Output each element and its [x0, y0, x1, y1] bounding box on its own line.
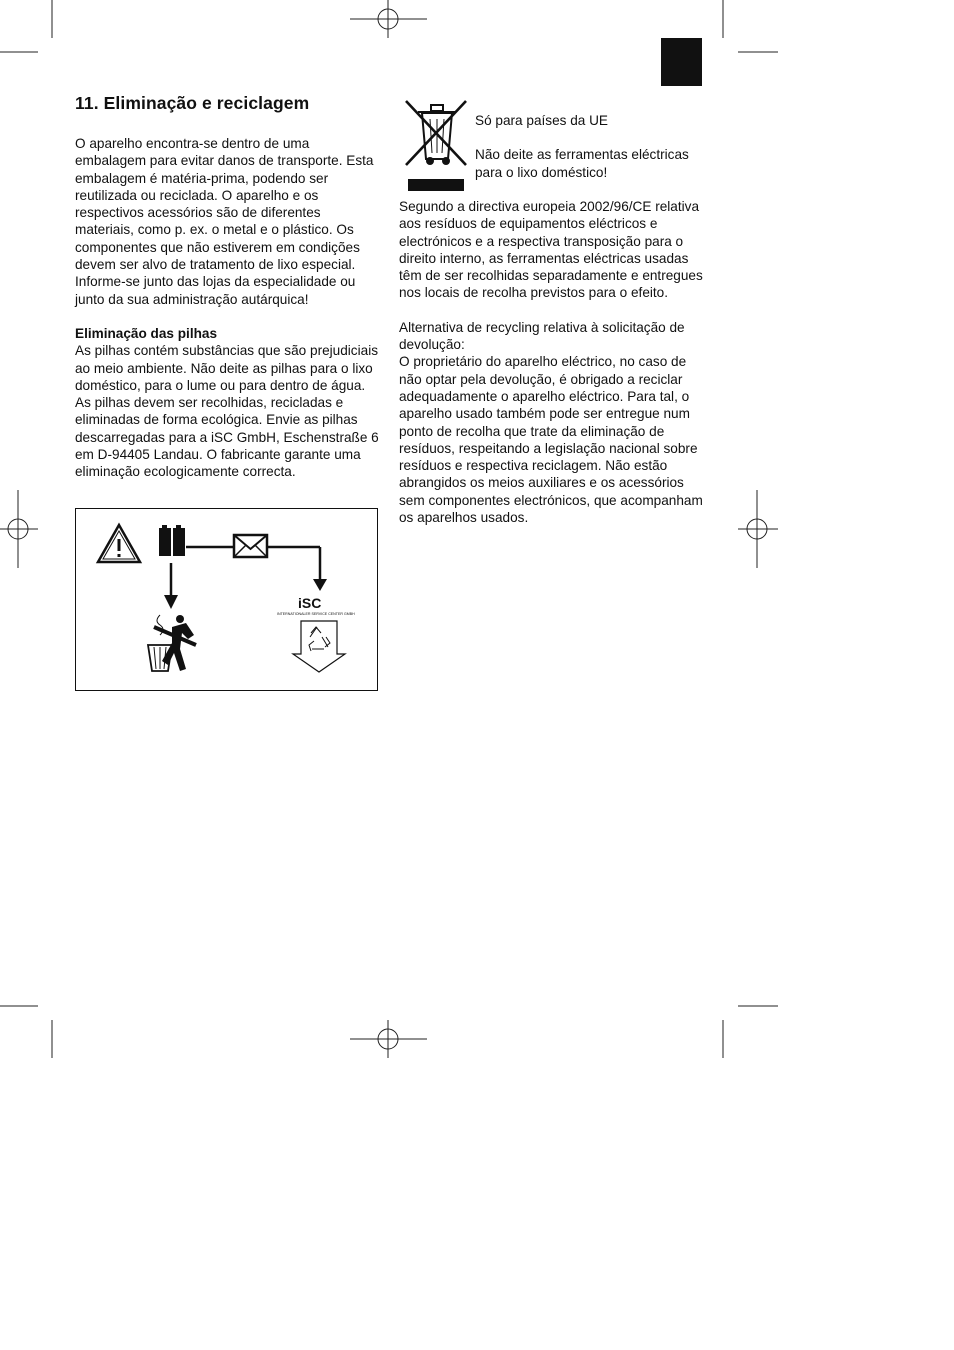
recycling-icon	[293, 621, 345, 672]
isc-logo-text: iSC	[298, 595, 322, 611]
battery-icon	[159, 525, 185, 556]
weee-warning-text: Não deite as ferramentas eléctricas para o lixo doméstico!	[475, 147, 689, 180]
envelope-icon	[234, 535, 267, 557]
no-household-waste-icon	[148, 615, 196, 671]
isc-logo	[277, 595, 355, 616]
warning-triangle-icon	[98, 525, 140, 562]
directive-paragraph-2: O proprietário do aparelho eléctrico, no caso de não optar pela devolução, é obrigado a reciclar adequadamente o aparelho eléctrico. Para tal, o aparelho usado também pode ser entregue num ponto de recolha que trate da eliminação de resíduos, respeitando a legislação nacional sobre resíduos e respectiva reciclagem. Não estão abrangidos os meios auxiliares e os acessórios sem componentes electrónicos, que acompanham os aparelhos usados.	[399, 354, 703, 526]
directive-paragraph-2-heading: Alternativa de recycling relativa à solicitação de devolução:	[399, 319, 685, 353]
diagram-graphic	[76, 509, 377, 690]
isc-logo-subtext: INTERNATIONALER SERVICE CENTER GMBH	[277, 612, 355, 616]
weee-crossed-bin-icon	[402, 97, 470, 193]
eu-only-text: Só para países da UE	[475, 113, 608, 128]
batteries-section	[75, 325, 383, 481]
batteries-text: As pilhas contém substâncias que são prejudiciais ao meio ambiente. Não deite as pilhas para o lixo doméstico, para o lume ou para dentro de água. As pilhas devem ser recolhidas, recicladas e eliminadas de forma ecológica. Envie as pilhas descarregadas para a iSC GmbH, Eschenstraße 6 em D-94405 Landau. O fabricante garante uma eliminação ecologicamente correcta.	[75, 343, 379, 480]
language-tab-marker	[661, 38, 702, 86]
directive-paragraph-1: Segundo a directiva europeia 2002/96/CE relativa aos resíduos de equipamentos eléctricos e electrónicos e a respectiva transposição para o direito interno, as ferramentas eléctricas usadas têm de ser recolhidas separadamente e entregues nos locais de recolha previstos para o efeito.	[399, 199, 703, 301]
section-title: 11. Eliminação e reciclagem	[75, 93, 310, 113]
intro-text: O aparelho encontra-se dentro de uma embalagem para evitar danos de transporte. Esta embalagem é matéria-prima, podendo ser reutilizada ou reciclada. O aparelho e os respectivos acessórios são de diferentes materiais, como p. ex. o metal e o plástico. Os componentes que não estiverem em condições devem ser alvo de tratamento de lixo especial. Informe-se junto das lojas da especialidade ou junto da sua administração autárquica!	[75, 136, 374, 307]
weee-notice	[475, 112, 715, 181]
batteries-heading: Eliminação das pilhas	[75, 326, 218, 341]
intro-paragraph	[75, 135, 383, 308]
directive-section	[399, 198, 709, 526]
battery-disposal-diagram	[75, 508, 378, 691]
